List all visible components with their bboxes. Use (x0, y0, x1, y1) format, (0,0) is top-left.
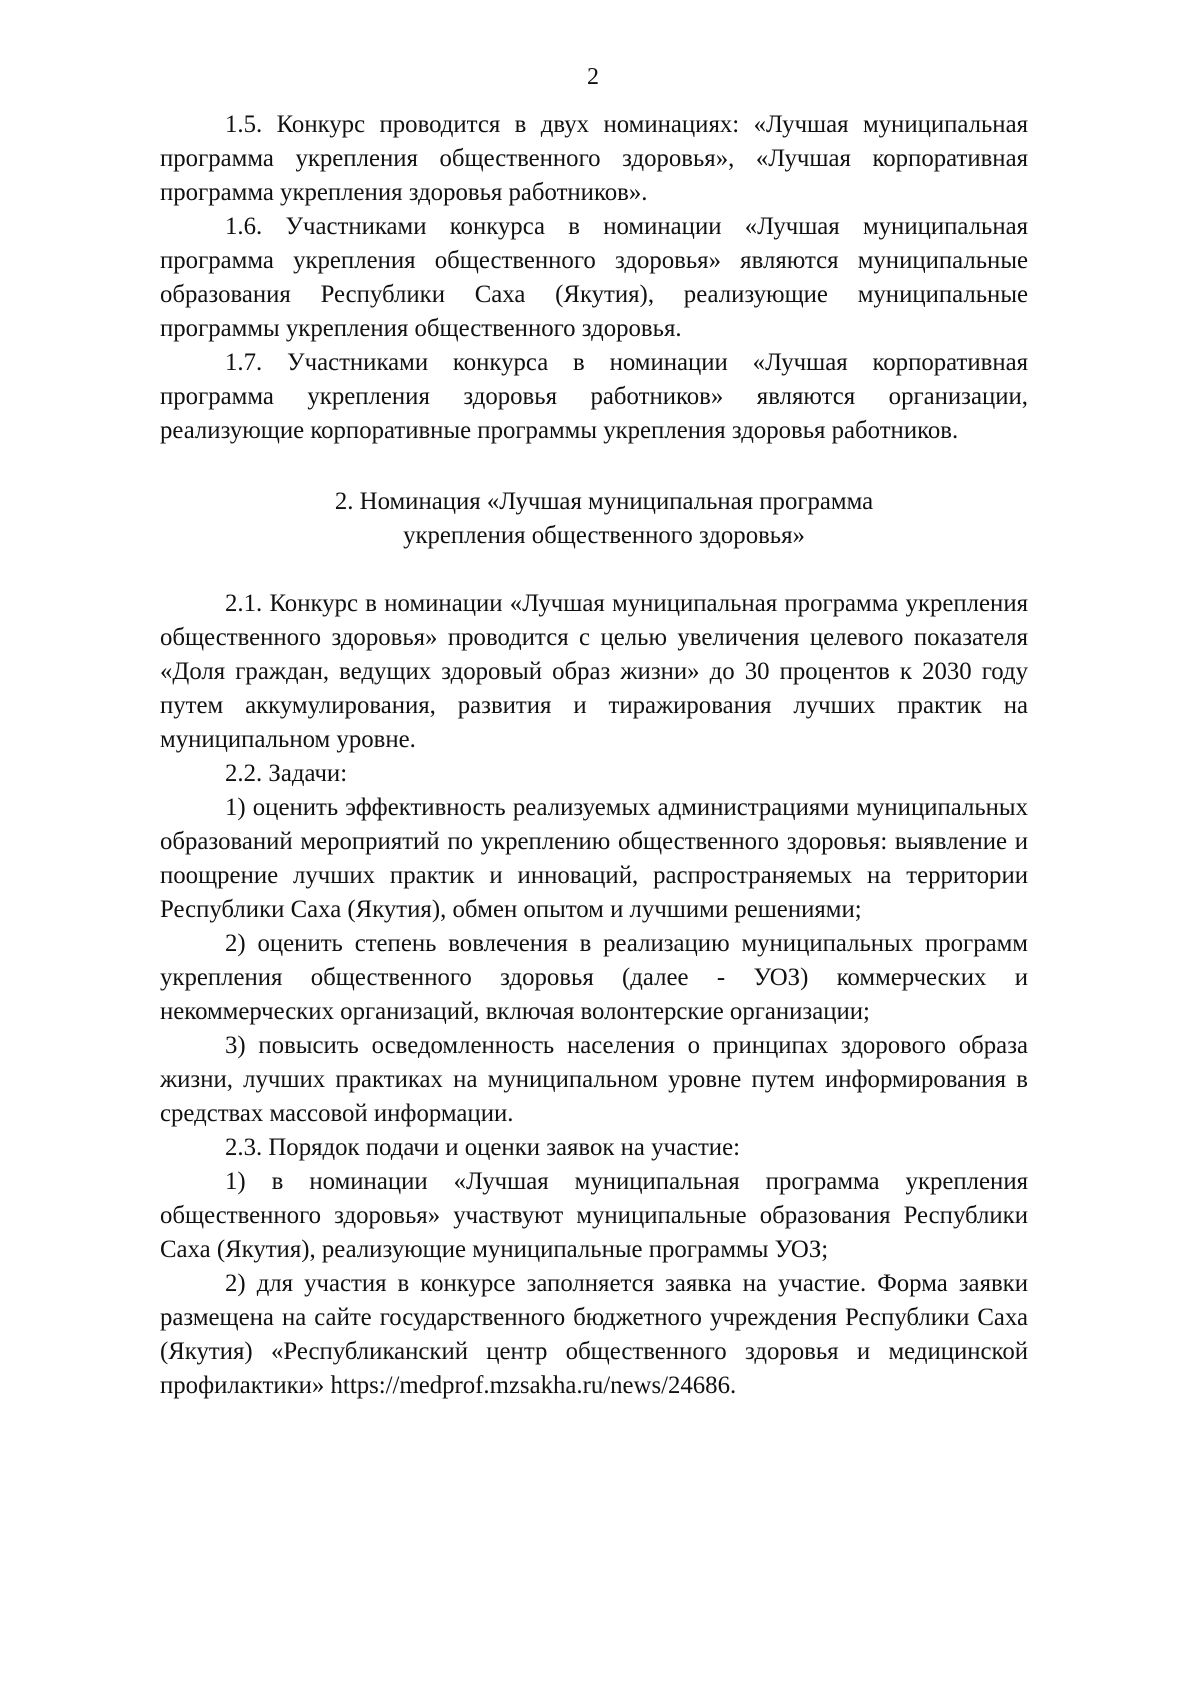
paragraph-1-5: 1.5. Конкурс проводится в двух номинациях: «Лучшая муниципальная программа укрепления общественного здоровья», «Лучшая корпоративная программа укрепления здоровья работников». (160, 111, 1028, 206)
paragraph-2-1: 2.1. Конкурс в номинации «Лучшая муниципальная программа укрепления общественного здоровья» проводится с целью увеличения целевого показателя «Доля граждан, ведущих здоровый образ жизни» до 30 процентов к 2030 году путем аккумулирования, развития и тиражирования лучших практик на муниципальном уровне. (160, 590, 1028, 753)
order-item-2-end: . (729, 1372, 737, 1399)
paragraph-1-7: 1.7. Участниками конкурса в номинации «Лучшая корпоративная программа укрепления здоровья работников» являются организации, реализующие корпоративные программы укрепления здоровья работников. (160, 349, 1028, 444)
task-item-3: 3) повысить осведомленность населения о принципах здорового образа жизни, лучших практиках на муниципальном уровне путем информирования в средствах массовой информации. (160, 1032, 1028, 1127)
task-item-1: 1) оценить эффективность реализуемых администрациями муниципальных образований мероприятий по укреплению общественного здоровья: выявление и поощрение лучших практик и инноваций, распространяемых на территории Республики Саха (Якутия), обмен опытом и лучшими решениями; (160, 794, 1028, 923)
order-item-1: 1) в номинации «Лучшая муниципальная программа укрепления общественного здоровья» участвуют муниципальные образования Республики Саха (Якутия), реализующие муниципальные программы УОЗ; (160, 1168, 1028, 1263)
document-body (160, 108, 1028, 1403)
section-2-heading-line-2: укрепления общественного здоровья» (403, 522, 805, 549)
application-form-link[interactable]: https://medprof.mzsakha.ru/news/24686 (330, 1372, 730, 1399)
paragraph-1-6: 1.6. Участниками конкурса в номинации «Лучшая муниципальная программа укрепления общественного здоровья» являются муниципальные образования Республики Саха (Якутия), реализующие муниципальные программы укрепления общественного здоровья. (160, 213, 1028, 342)
task-item-2: 2) оценить степень вовлечения в реализацию муниципальных программ укрепления общественного здоровья (далее - УОЗ) коммерческих и некоммерческих организаций, включая волонтерские организации; (160, 930, 1028, 1025)
paragraph-2-2: 2.2. Задачи: (225, 760, 348, 787)
order-item-2 (160, 1267, 1028, 1403)
order-item-2-text: 2) для участия в конкурсе заполняется заявка на участие. Форма заявки размещена на сайте государственного бюджетного учреждения Республики Саха (Якутия) «Республиканский центр общественного здоровья и медицинской профилактики» (160, 1270, 1028, 1399)
page-number: 2 (587, 64, 599, 90)
section-2-heading-line-1: 2. Номинация «Лучшая муниципальная программа (334, 488, 874, 515)
section-2-heading (160, 485, 1028, 553)
paragraph-2-3: 2.3. Порядок подачи и оценки заявок на участие: (225, 1134, 740, 1161)
